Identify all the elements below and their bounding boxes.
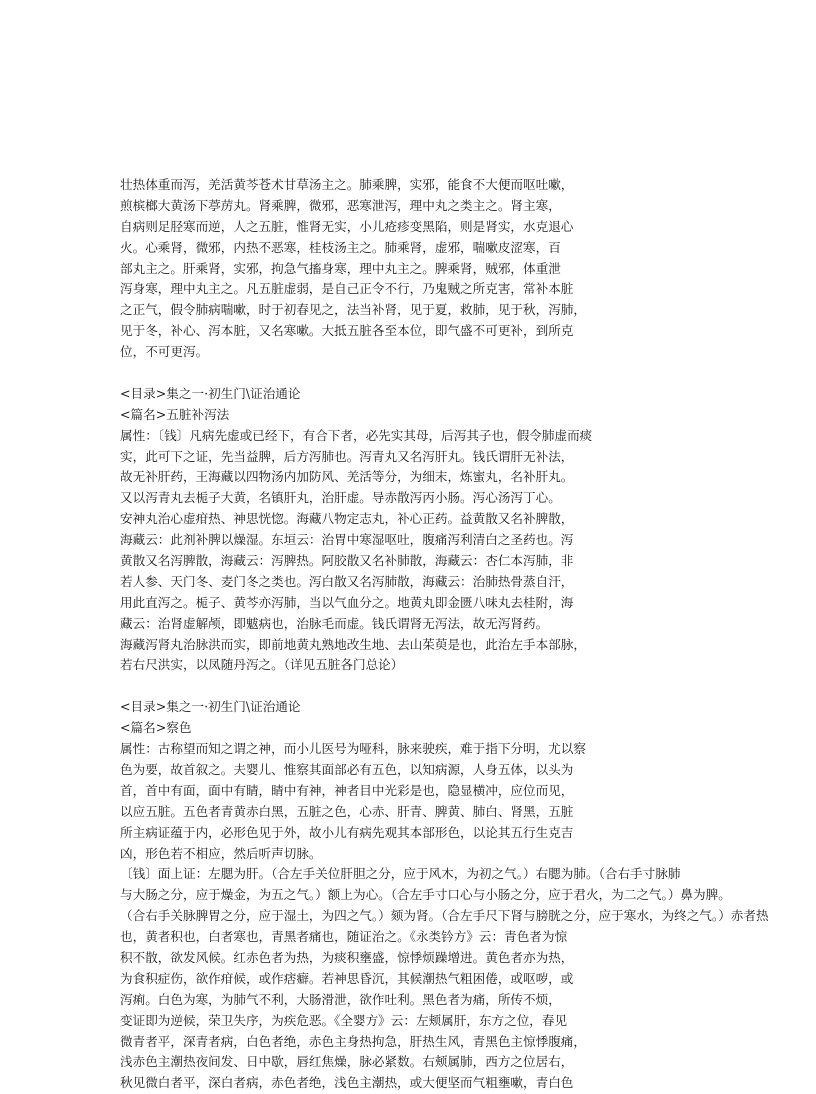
- text-line: 〔钱〕面上证：左腮为肝。（合左手关位肝胆之分，应于风木，为初之气。）右腮为肺。（合右手寸脉肺: [120, 866, 681, 882]
- text-line: 海藏泻肾丸治脉洪而实，即前地黄丸熟地改生地、去山茱萸是也，此治左手本部脉，: [120, 636, 586, 652]
- text-line: 若右尺洪实，以凤随丹泻之。（详见五脏各门总论）: [120, 657, 404, 673]
- text-section: [120, 384, 720, 676]
- text-line: 微青者平，深青者病，白色者绝，赤色主身热拘急，肝热生风，青黑色主惊悸腹痛，: [120, 1033, 586, 1049]
- text-line: 泻身寒，理中丸主之。凡五脏虚弱，是自己正令不行，乃鬼贼之所克害，常补本脏: [120, 281, 574, 297]
- text-line: 以应五脏。五色者青黄赤白黑，五脏之色，心赤、肝青、脾黄、肺白、肾黑，五脏: [120, 803, 574, 819]
- text-line: 与大肠之分，应于燥金，为五之气。）额上为心。（合左手寸口心与小肠之分，应于君火，为二之气。）鼻为脾。: [120, 887, 731, 903]
- text-line: 浅赤色主潮热夜间发、日中歇，唇红焦燥，脉必紧数。右颊属肺，西方之位居右，: [120, 1054, 574, 1070]
- text-line: 海藏云：此剂补脾以燥湿。东垣云：治胃中寒湿呕吐，腹痛泻利清白之圣药也。泻: [120, 532, 574, 548]
- text-line: 也，黄者积也，白者寒也，青黑者痛也，随证治之。《永类钤方》云：青色者为惊: [120, 929, 568, 945]
- text-line: 之正气，假令肺病喘嗽，时于初春见之，法当补肾，见于夏，救肺，见于秋，泻肺，: [120, 302, 586, 318]
- text-line: 秋见微白者平，深白者病，赤色者绝，浅色主潮热，或大便坚而气粗壅嗽，青白色: [120, 1075, 574, 1091]
- text-line: 属性：〔钱〕凡病先虚或已经下，有合下者，必先实其母，后泻其子也，假令肺虚而痰: [120, 427, 593, 443]
- text-line: 色为要，故首叙之。夫婴儿、惟察其面部必有五色，以知病源，人身五体，以头为: [120, 761, 574, 777]
- text-line: 为食积症伤，欲作疳候，或作痞癖。若神思昏沉，其候潮热气粗困倦，或呕哕，或: [120, 970, 574, 986]
- text-line: 藏云：治肾虚解颅，即魃病也，治脉毛而虚。钱氏谓肾无泻法，故无泻肾药。: [120, 615, 549, 631]
- document-body: [120, 175, 769, 1094]
- text-line: <目录>集之一·初生门\证治通论: [120, 699, 301, 715]
- section-spacer: [120, 363, 720, 384]
- section-spacer: [120, 676, 720, 697]
- text-line: 积不散，欲发风候。红赤色者为热，为痰积壅盛，惊悸烦躁增进。黄色者亦为热，: [120, 949, 574, 965]
- text-line: 泻痢。白色为寒，为肺气不利，大肠滑泄，欲作吐利。黑色者为痛，所传不烦，: [120, 991, 561, 1007]
- text-line: 又以泻青丸去栀子大黄，名镇肝丸，治肝虚。导赤散泻丙小肠。泻心汤泻丁心。: [120, 490, 561, 506]
- text-section: [120, 697, 769, 1094]
- text-line: 自病则足胫寒而逆，人之五脏，惟肾无实，小儿疮疹变黑陷，则是肾实，水克退心: [120, 218, 574, 234]
- text-line: 煎槟榔大黄汤下葶苈丸。肾乘脾，微邪，恶寒泄泻，理中丸之类主之。肾主寒，: [120, 197, 561, 213]
- text-line: 首，首中有面，面中有睛，睛中有神，神者目中光彩是也，隐显横冲，应位而见，: [120, 782, 574, 798]
- text-line: <目录>集之一·初生门\证治通论: [120, 385, 301, 401]
- text-line: 用此直泻之。栀子、黄芩亦泻肺，当以气血分之。地黄丸即金匮八味丸去桂附，海: [120, 594, 574, 610]
- text-line: 位，不可更泻。: [120, 344, 209, 360]
- text-line: 安神丸治心虚疳热、神思恍惚。海藏八物定志丸，补心正药。益黄散又名补脾散，: [120, 511, 574, 527]
- text-line: 若人参、天门冬、麦门冬之类也。泻白散又名泻肺散，海藏云：治肺热骨蒸自汗，: [120, 573, 574, 589]
- text-line: 变证即为逆候，荣卫失序，为疾危恶。《全婴方》云：左颊属肝，东方之位，春见: [120, 1012, 568, 1028]
- text-line: <篇名>察色: [120, 720, 192, 736]
- text-line: 所主病证蕴于内，必形色见于外，故小儿有病先观其本部形色，以论其五行生克吉: [120, 824, 574, 840]
- text-line: 壮热体重而泻，羌活黄芩苍术甘草汤主之。肺乘脾，实邪，能食不大便而呕吐嗽，: [120, 177, 574, 192]
- text-line: 黄散又名泻脾散，海藏云：泻脾热。阿胶散又名补肺散，海藏云：杏仁本泻肺，非: [120, 553, 574, 569]
- text-line: <篇名>五脏补泻法: [120, 406, 230, 422]
- text-section: [120, 175, 720, 363]
- text-line: （合右手关脉脾胃之分，应于湿土，为四之气。）颏为肾。（合左手尺下肾与膀胱之分，应于寒水，为终之气。）赤者热: [120, 908, 769, 924]
- text-line: 故无补肝药，王海藏以四物汤内加防风、羌活等分，为细末，炼蜜丸，名补肝丸。: [120, 469, 574, 485]
- text-line: 属性：古称望而知之谓之神，而小儿医号为哑科，脉来驶疾，难于指下分明，尤以察: [120, 741, 586, 757]
- text-line: 实，此可下之证，先当益脾，后方泻肺也。泻青丸又名泻肝丸。钱氏谓肝无补法，: [120, 448, 574, 464]
- text-line: 火。心乘肾，微邪，内热不恶寒，桂枝汤主之。肺乘肾，虚邪，喘嗽皮涩寒，百: [120, 239, 561, 255]
- text-line: 见于冬，补心、泻本脏，又名寒嗽。大抵五脏各至本位，即气盛不可更补，到所克: [120, 323, 574, 339]
- text-line: 凶，形色若不相应，然后听声切脉。: [120, 845, 322, 861]
- text-line: 部丸主之。肝乘肾，实邪，拘急气搐身寒，理中丸主之。脾乘肾，贼邪，体重泄: [120, 260, 561, 276]
